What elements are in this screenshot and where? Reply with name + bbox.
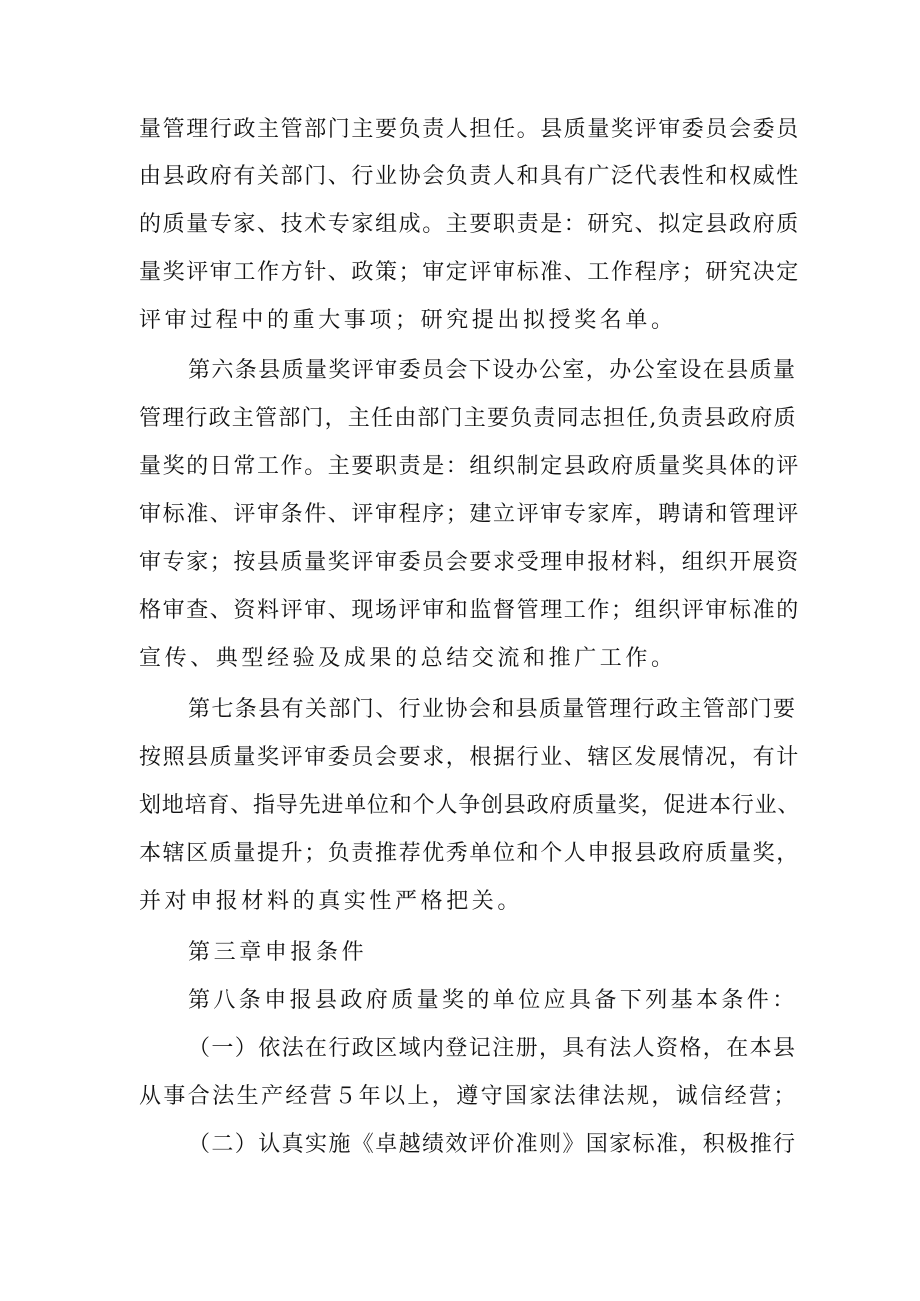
text-line-4: 量奖评审工作方针、政策；审定评审标准、工作程序；研究决定 bbox=[139, 260, 800, 285]
text-line-9: 审标准、评审条件、评审程序；建立评审专家库，聘请和管理评 bbox=[139, 502, 800, 527]
text-line-21: 从事合法生产经营５年以上，遵守国家法律法规，诚信经营； bbox=[139, 1084, 798, 1109]
text-line-15: 划地培育、指导先进单位和个人争创县政府质量奖，促进本行业、 bbox=[139, 793, 801, 818]
text-line-14: 按照县质量奖评审委员会要求，根据行业、辖区发展情况，有计 bbox=[139, 745, 800, 770]
list-item-2: （二）认真实施《卓越绩效评价准则》国家标准，积极推行 bbox=[188, 1132, 797, 1157]
text-line-7: 管理行政主管部门，主任由部门主要负责同志担任,负责县政府质 bbox=[139, 406, 797, 431]
text-line-5: 评审过程中的重大事项；研究提出拟授奖名单。 bbox=[139, 308, 677, 333]
chapter-heading: 第三章申报条件 bbox=[188, 940, 368, 965]
text-line-2: 由县政府有关部门、行业协会负责人和具有广泛代表性和权威性 bbox=[139, 164, 800, 189]
paragraph-article-6: 第六条县质量奖评审委员会下设办公室，办公室设在县质量 bbox=[188, 358, 797, 383]
list-item-1: （一）依法在行政区域内登记注册，具有法人资格，在本县 bbox=[188, 1036, 797, 1061]
text-line-11: 格审查、资料评审、现场评审和监督管理工作；组织评审标准的 bbox=[139, 598, 800, 623]
text-line-8: 量奖的日常工作。主要职责是：组织制定县政府质量奖具体的评 bbox=[139, 454, 800, 479]
text-line-16: 本辖区质量提升；负责推荐优秀单位和个人申报县政府质量奖， bbox=[139, 841, 800, 866]
paragraph-article-8: 第八条申报县政府质量奖的单位应具备下列基本条件： bbox=[188, 988, 798, 1013]
text-line-3: 的质量专家、技术专家组成。主要职责是：研究、拟定县政府质 bbox=[139, 212, 800, 237]
text-line-17: 并对申报材料的真实性严格把关。 bbox=[139, 889, 524, 914]
text-line-12: 宣传、典型经验及成果的总结交流和推广工作。 bbox=[139, 646, 677, 671]
text-line-1: 量管理行政主管部门主要负责人担任。县质量奖评审委员会委员 bbox=[139, 117, 800, 142]
text-line-10: 审专家；按县质量奖评审委员会要求受理申报材料，组织开展资 bbox=[139, 550, 800, 575]
paragraph-article-7: 第七条县有关部门、行业协会和县质量管理行政主管部门要 bbox=[188, 697, 797, 722]
